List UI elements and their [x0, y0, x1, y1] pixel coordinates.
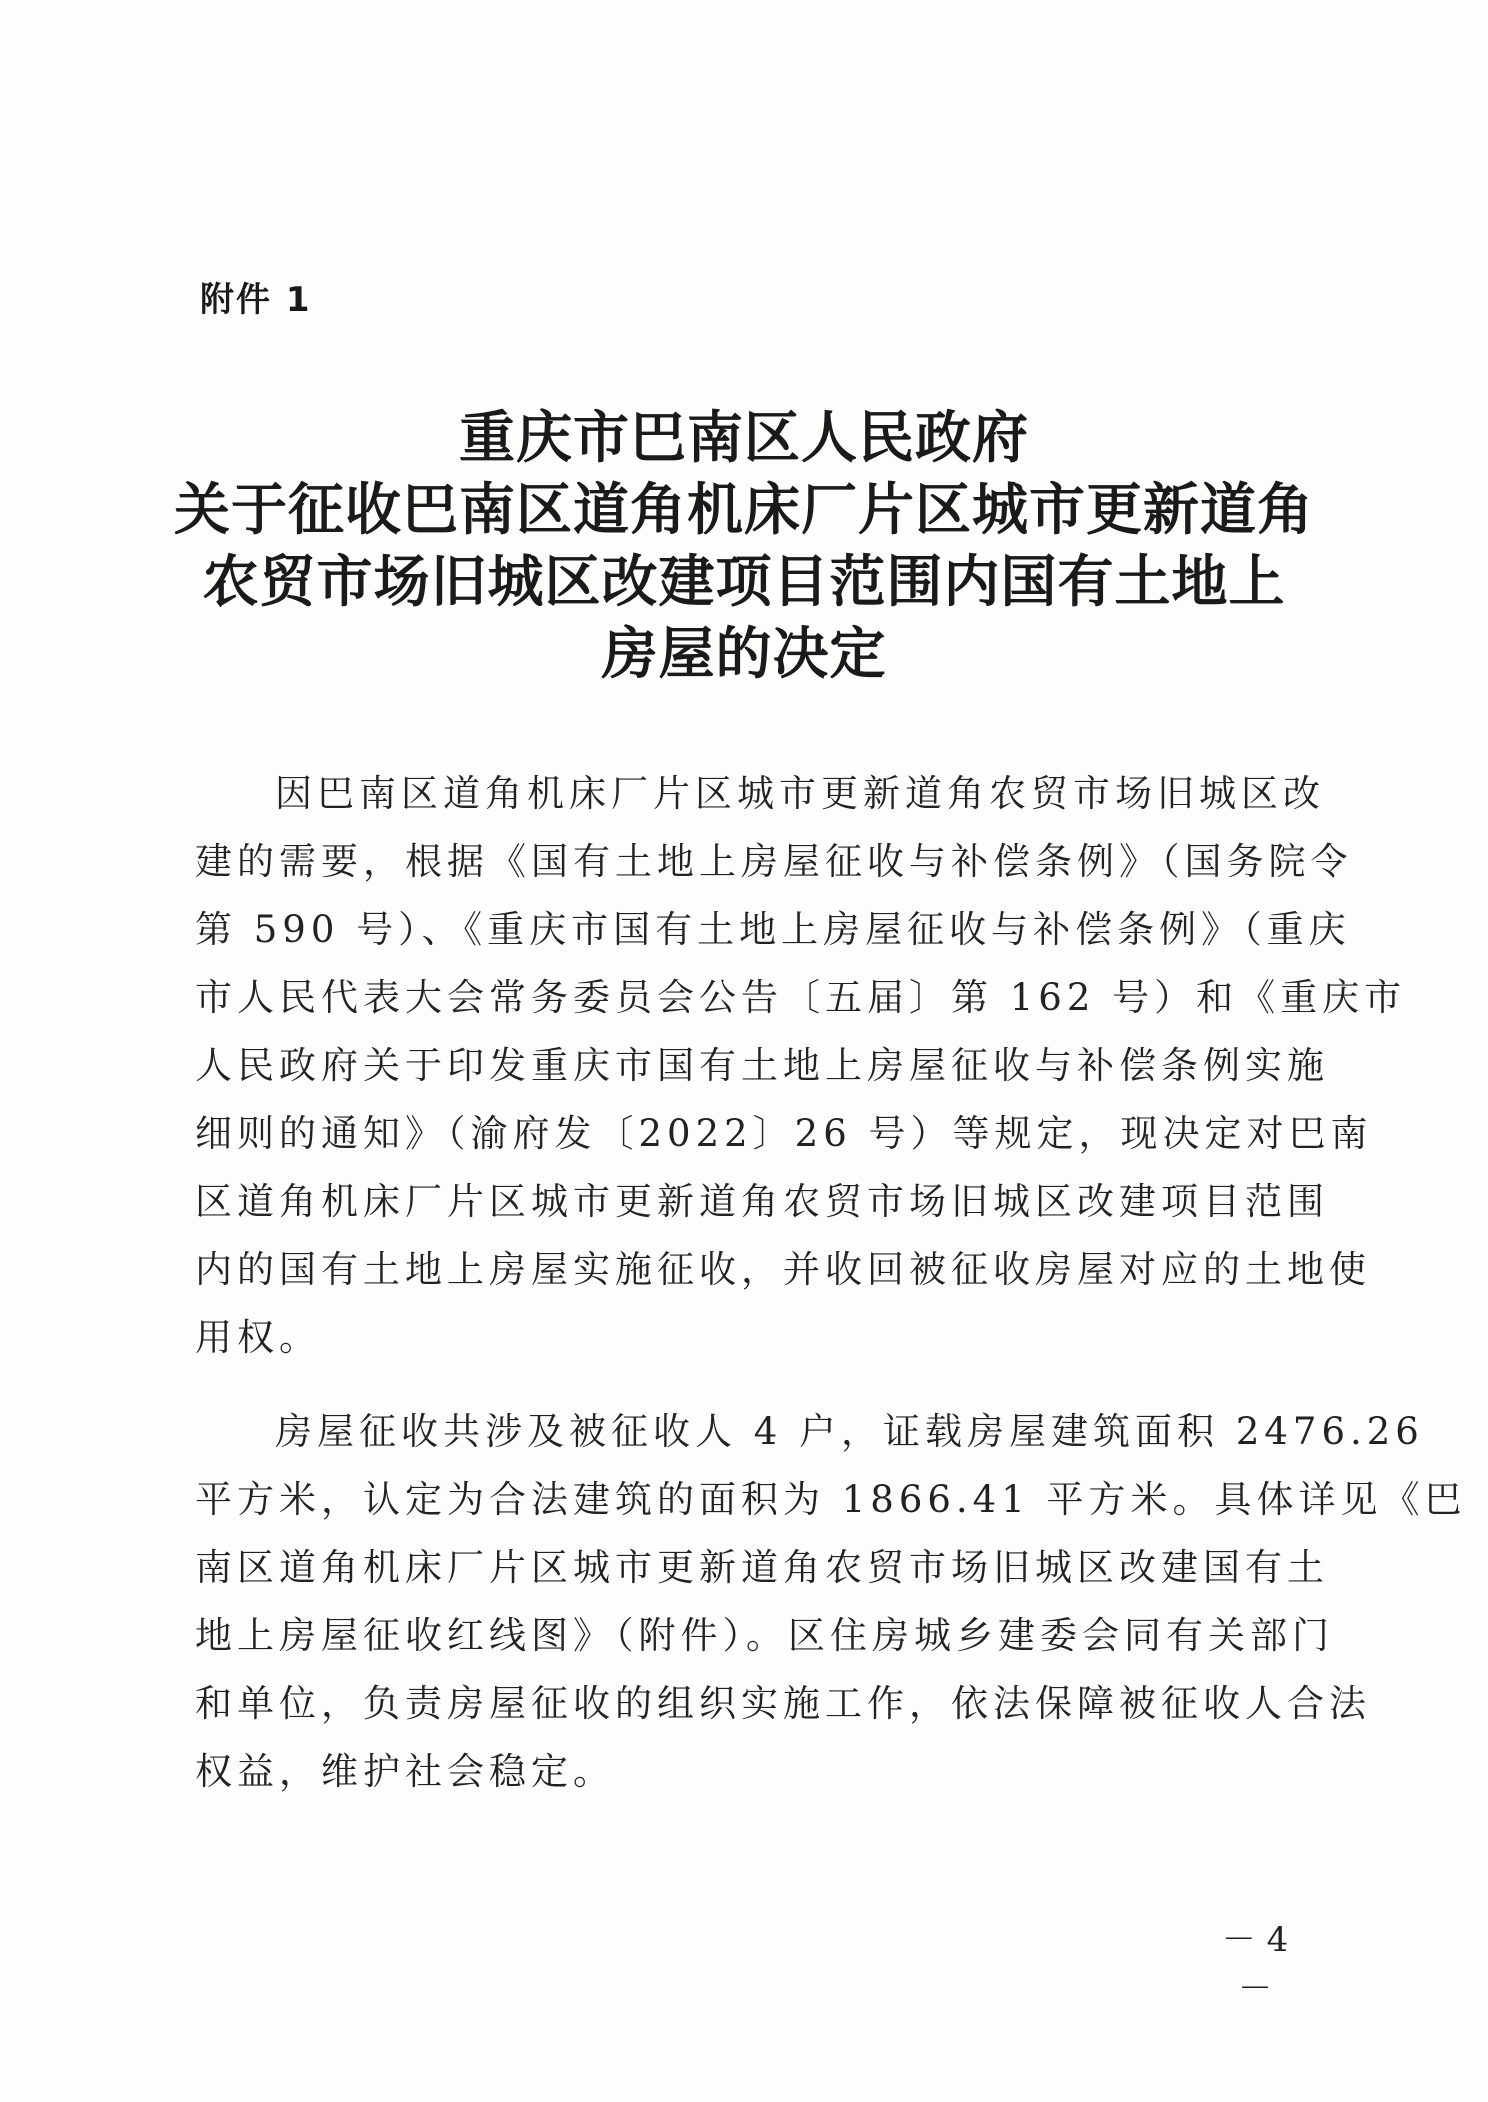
title-line: 关于征收巴南区道角机床厂片区城市更新道角 — [174, 477, 1314, 543]
paragraph-line: 细则的通知》（渝府发〔2022〕26 号）等规定，现决定对巴南 — [195, 1112, 1373, 1155]
title-line: 农贸市场旧城区改建项目范围内国有土地上 — [202, 549, 1286, 615]
paragraph-line: 市人民代表大会常务委员会公告〔五届〕第 162 号）和《重庆市 — [195, 976, 1407, 1019]
paragraph-line: 因巴南区道角机床厂片区城市更新道角农贸市场旧城区改 — [275, 772, 1325, 815]
title-line: 房屋的决定 — [601, 621, 887, 687]
paragraph-line: 第 590 号）、《重庆市国有土地上房屋征收与补偿条例》（重庆 — [195, 908, 1351, 951]
paragraph-1 — [195, 760, 1407, 1372]
paragraph-line: 建的需要，根据《国有土地上房屋征收与补偿条例》（国务院令 — [195, 840, 1353, 883]
paragraph-line: 地上房屋征收红线图》（附件）。区住房城乡建委会同有关部门 — [195, 1614, 1334, 1657]
page-number: － 4 － — [1221, 1920, 1289, 2009]
paragraph-line: 平方米，认定为合法建筑的面积为 1866.41 平方米。具体详见《巴 — [195, 1478, 1467, 1521]
paragraph-2 — [195, 1398, 1467, 1806]
document-title — [150, 402, 1338, 690]
attachment-label: 附件 1 — [200, 280, 312, 320]
paragraph-line: 南区道角机床厂片区城市更新道角农贸市场旧城区改建国有土 — [195, 1546, 1329, 1589]
paragraph-line: 权益，维护社会稳定。 — [195, 1750, 615, 1793]
paragraph-line: 和单位，负责房屋征收的组织实施工作，依法保障被征收人合法 — [195, 1682, 1371, 1725]
title-line: 重庆市巴南区人民政府 — [459, 405, 1029, 471]
paragraph-line: 区道角机床厂片区城市更新道角农贸市场旧城区改建项目范围 — [195, 1180, 1329, 1223]
paragraph-line: 内的国有土地上房屋实施征收，并收回被征收房屋对应的土地使 — [195, 1248, 1371, 1291]
paragraph-line: 用权。 — [195, 1316, 321, 1359]
paragraph-line: 人民政府关于印发重庆市国有土地上房屋征收与补偿条例实施 — [195, 1044, 1329, 1087]
paragraph-line: 房屋征收共涉及被征收人 4 户，证载房屋建筑面积 2476.26 — [275, 1410, 1424, 1453]
